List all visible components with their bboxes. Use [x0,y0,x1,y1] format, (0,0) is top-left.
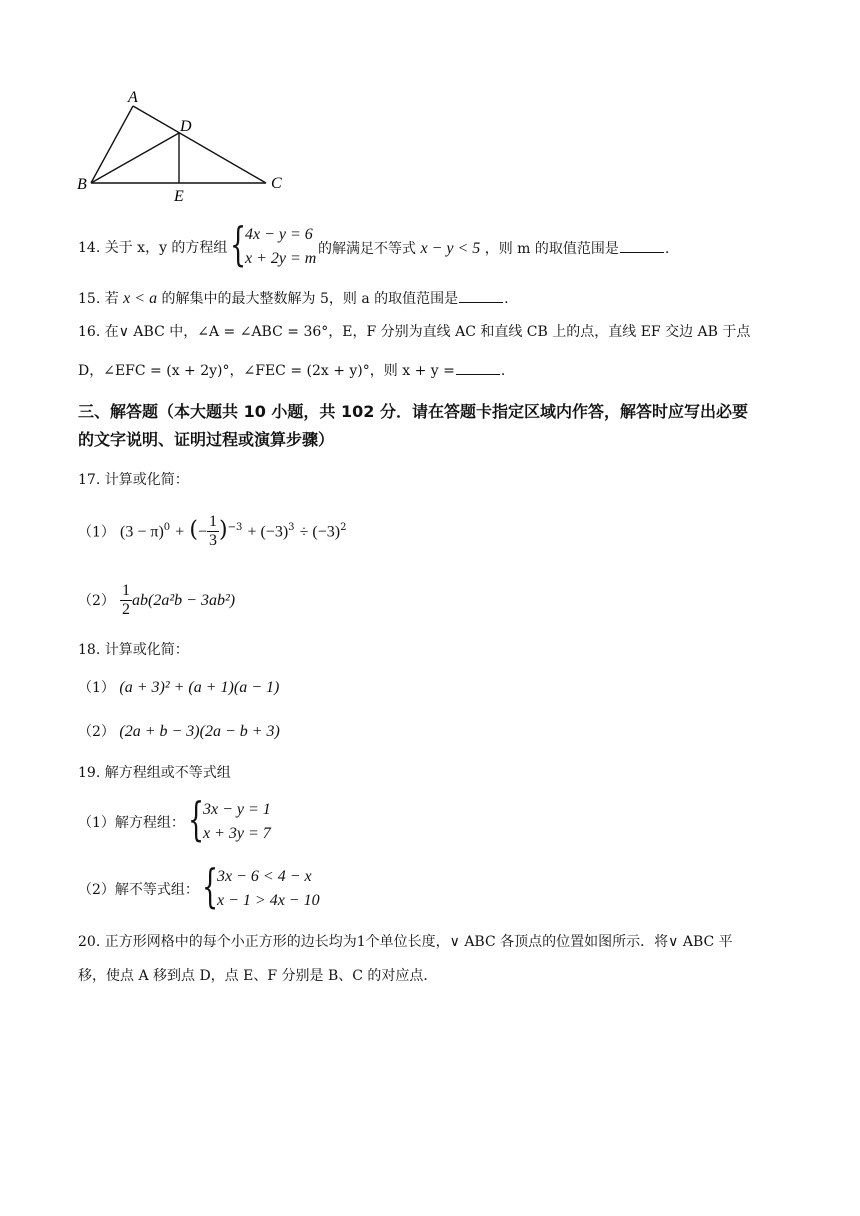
q20-line2: 移，使点 A 移到点 D，点 E、F 分别是 B、C 的对应点． [78,968,438,984]
q14-prefix: 关于 x，y 的方程组 [104,240,228,256]
label-e: E [174,188,184,205]
q17-p1-label: （1） [78,524,115,541]
question-14 [78,238,227,258]
q16-end: . [500,363,506,379]
label-b: B [77,176,87,193]
q15-text1: 若 [104,291,119,307]
q14-suffix: ，则 m 的取值范围是 [484,241,619,257]
q19-p2-label: （2）解不等式组： [78,882,199,898]
q20-line1: 20. 正方形网格中的每个小正方形的边长均为1个单位长度，∨ ABC 各顶点的位置如图所示．将∨ ABC 平 [78,934,733,950]
q15-answer-blank[interactable] [459,288,503,303]
q17-title: 17. 计算或化简： [78,472,189,488]
q14-ineq: x − y < 5 [420,240,481,257]
q14-eq2: x + 2y = m [245,250,317,267]
q17-part2 [78,578,235,623]
q19-p1-eq1: 3x − y = 1 [203,801,271,818]
q17-p1-frac-exp: −3 [227,522,243,533]
segment-ac [133,106,266,183]
question-15 [78,288,509,309]
q14-answer-blank[interactable] [620,238,664,253]
q19-p1-label: （1）解方程组： [78,815,185,831]
q18-p2-expr: (2a + b − 3)(2a − b + 3) [119,723,280,740]
q18-p1-label: （1） [78,680,115,696]
q17-p2-expr: ab(2a²b − 3ab²) [132,592,236,609]
q14-end: . [664,241,670,257]
q17-p2-fraction: $\frac{1}{2}$ [122,582,131,618]
q18-p2-label: （2） [78,724,115,740]
q19-p2-system [217,865,320,913]
q19-p2-eq1: 3x − 6 < 4 − x [217,868,312,885]
q18-p1-expr: (a + 3)² + (a + 1)(a − 1) [119,679,280,696]
label-c: C [271,175,282,192]
q17-p1-term-d: ÷ (−3) [299,523,341,541]
q19-p1-eq2: x + 3y = 7 [203,825,271,842]
q19-p1-system [203,798,271,846]
q17-p2-label: （2） [78,593,115,609]
q14-brace: { [230,217,247,271]
q15-expr: x < a [123,290,158,307]
label-a: A [128,89,138,106]
q17-part1: （1） $(3 - \pi)^0$ + (− $\frac{1}{3}$ )$^{-3} + (-3)^3 \div (-3)^2$ [78,513,347,550]
q18-part1 [78,678,279,698]
q16-line2: D，∠EFC = (x + 2y)°，∠FEC = (2x + y)°，则 x + y = [78,363,455,379]
section-heading-line2: 的文字说明、证明过程或演算步骤） [78,430,335,449]
section-heading-line1: 三、解答题（本大题共 10 小题，共 102 分．请在答题卡指定区域内作答，解答时应写出必要 [78,402,748,421]
q17-p1-exp-a: 0 [163,522,171,533]
q14-middle: 的解满足不等式 [318,241,416,257]
question-16-line1 [78,322,750,342]
q15-text2: 的解集中的最大整数解为 5，则 a 的取值范围是 [161,291,459,307]
q17-p1-exp-d: 2 [340,522,347,533]
q15-number: 15. [78,291,101,307]
section-heading [78,398,748,454]
q17-p1-fraction: $\frac{1}{3}$ [209,513,217,550]
q14-number: 14. [78,240,101,256]
q16-number: 16. [78,324,101,340]
q17-p1-exp-c: 3 [288,522,295,533]
q14-system [245,223,316,271]
q19-title: 19. 解方程组或不等式组 [78,765,231,781]
label-d: D [180,118,192,135]
q19-p2-brace: { [202,859,219,913]
question-16-line2 [78,360,505,381]
q17-p1-term-a: (3 − π) [120,523,164,541]
q16-answer-blank[interactable] [456,360,500,375]
q14-rest [318,238,669,259]
triangle-figure [70,84,300,206]
q16-line1: 在∨ ABC 中，∠A = ∠ABC = 36°，E，F 分别为直线 AC 和直线 CB 上的点，直线 EF 交边 AB 于点 [104,324,751,340]
q19-p1-brace: { [188,792,205,846]
q19-p2-eq2: x − 1 > 4x − 10 [217,892,320,909]
q15-end: . [504,291,509,307]
q14-eq1: 4x − y = 6 [245,226,313,243]
q18-part2 [78,722,280,742]
q17-p1-plus: + [175,523,185,541]
q17-p1-term-c: + (−3) [247,523,289,541]
q18-title: 18. 计算或化简： [78,642,189,658]
